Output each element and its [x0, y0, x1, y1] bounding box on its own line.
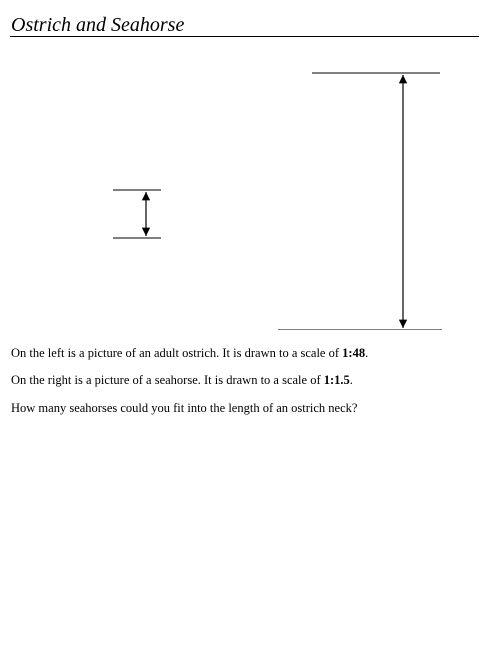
ostrich-scale-text — [11, 345, 368, 361]
question-text — [11, 400, 357, 416]
seahorse-scale-period: . — [349, 373, 353, 387]
seahorse-scale-text — [11, 372, 353, 388]
page-title: Ostrich and Seahorse — [11, 14, 185, 36]
seahorse-scale-sentence: On the right is a picture of a seahorse. It is drawn to a scale of — [11, 373, 324, 387]
seahorse-scale-value: 1:1.5 — [323, 373, 350, 387]
ostrich-scale-period: . — [365, 346, 369, 360]
seahorse-measurement — [278, 73, 442, 330]
ostrich-scale-value: 1:48 — [342, 346, 366, 360]
ostrich-scale-sentence: On the left is a picture of an adult ostrich. It is drawn to a scale of — [11, 346, 343, 360]
ostrich-measurement — [113, 190, 161, 238]
question-sentence: How many seahorses could you fit into the length of an ostrich neck? — [11, 401, 358, 415]
